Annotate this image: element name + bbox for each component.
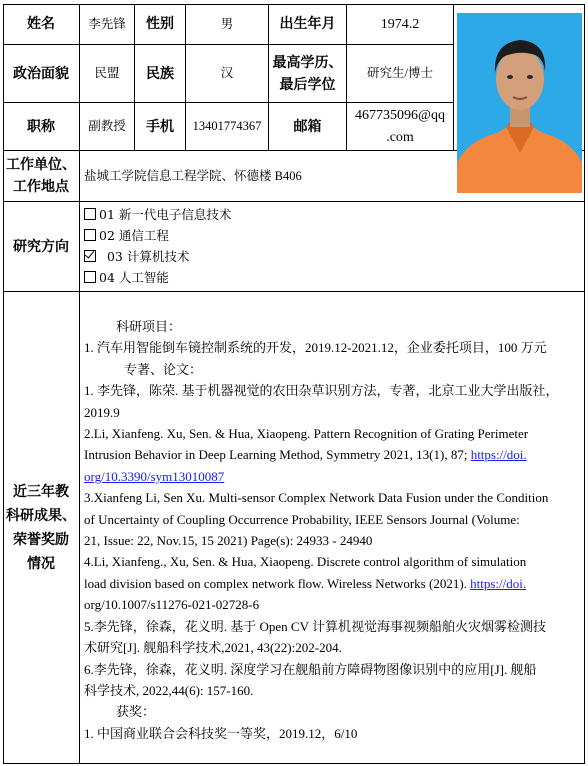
profile-form — [3, 4, 585, 764]
award-line: 1. 中国商业联合会科技奖一等奖，2019.12，6/10 — [84, 725, 358, 741]
achievements-label-line-3: 荣誉奖励 — [13, 531, 69, 548]
checkbox-icon — [84, 208, 96, 220]
achievements-label-line-4: 情况 — [27, 555, 55, 572]
political-value: 民盟 — [94, 66, 120, 80]
pub-line — [84, 573, 588, 594]
rule — [453, 4, 454, 150]
work-label — [3, 151, 79, 201]
checkbox-checked-icon — [84, 250, 96, 262]
email-value-line-1: 467735096@qq — [355, 107, 445, 123]
political-label: 政治面貌 — [13, 65, 69, 82]
rule — [3, 201, 585, 202]
pub-line: 1. 李先锋，陈荣. 基于机器视觉的农田杂草识别方法，专著，北京工业大学出版社， — [84, 383, 559, 399]
achievements-label-line-2: 科研成果、 — [6, 507, 76, 524]
degree-label-line-1: 最高学历、 — [272, 54, 343, 71]
rule — [3, 291, 585, 292]
pub-line: of Uncertainty of Coupling Occurrence Probability, IEEE Sensors Journal (Volume: — [84, 511, 520, 527]
achievements-label — [3, 292, 79, 763]
awards-heading: 获奖： — [116, 704, 156, 720]
degree-value: 研究生/博士 — [367, 66, 433, 80]
pub-line: 3.Xianfeng Li, Sen Xu. Multi-sensor Complex Network Data Fusion under the Condition — [84, 490, 549, 506]
birth-label: 出生年月 — [279, 16, 336, 32]
doi-link[interactable]: org/10.3390/sym13010087 — [84, 468, 225, 484]
work-label-line-2: 工作地点 — [13, 179, 69, 195]
research-label: 研究方向 — [13, 238, 69, 255]
pub-line: org/10.1007/s11276-021-02728-6 — [84, 597, 260, 613]
pub-text: load division based on complex network flow. Wireless Networks (2021). — [84, 575, 471, 591]
ethnic-label: 民族 — [146, 65, 174, 82]
title-label: 职称 — [27, 118, 55, 135]
gender-label: 性别 — [146, 16, 174, 32]
pub-line: 2.Li, Xianfeng. Xu, Sen. & Hua, Xiaopeng. Pattern Recognition of Grating Perimeter — [84, 426, 529, 442]
projects-heading: 科研项目： — [116, 319, 182, 334]
doi-link[interactable]: https://doi. — [470, 447, 527, 463]
pub-text: Intrusion Behavior in Deep Learning Method, Symmetry 2021, 13(1), 87; — [84, 447, 471, 463]
pub-line: 5.李先锋，徐森，花义明. 基于 Open CV 计算机视觉海事视频船舶火灾烟雾检测技 — [84, 618, 546, 634]
research-item-1-text: 01 新一代电子信息技术 — [99, 207, 232, 222]
pub-line: 科学技术, 2022,44(6): 157-160. — [84, 682, 254, 698]
checkbox-icon — [84, 229, 96, 241]
pub-line — [84, 466, 588, 487]
work-label-line-1: 工作单位、 — [6, 157, 76, 173]
research-item-2-text: 02 通信工程 — [99, 228, 169, 243]
degree-label — [269, 45, 346, 102]
rule — [3, 763, 585, 764]
ethnic-value: 汉 — [220, 66, 234, 80]
achievements-label-line-1: 近三年教 — [13, 483, 69, 500]
birth-value: 1974.2 — [380, 16, 420, 32]
title-value: 副教授 — [88, 119, 126, 133]
research-item-3-text: 03 计算机技术 — [106, 249, 190, 264]
research-item-3 — [84, 247, 189, 267]
achievements-content — [84, 316, 588, 744]
research-item-4-text: 04 人工智能 — [99, 270, 169, 285]
doi-link[interactable]: https://doi. — [470, 575, 527, 591]
pub-line: 4.Li, Xianfeng., Xu, Sen. & Hua, Xiaopeng. Discrete control algorithm of simulation — [84, 554, 527, 570]
project-line: 1. 汽车用智能倒车镜控制系统的开发，2019.12-2021.12，企业委托项目，100 万元 — [84, 340, 547, 356]
checkbox-icon — [84, 271, 96, 283]
pub-line — [84, 444, 588, 465]
degree-label-line-2: 最后学位 — [279, 76, 336, 93]
pub-line: 术研究[J]. 舰船科学技术,2021, 43(22):202-204. — [84, 640, 342, 656]
email-value-line-2: .com — [386, 129, 414, 145]
email-label: 邮箱 — [293, 118, 322, 135]
name-label: 姓名 — [27, 16, 55, 32]
gender-value: 男 — [220, 16, 234, 31]
pub-line: 21, Issue: 22, Nov.15, 15 2021) Page(s): 24933 - 24940 — [84, 533, 373, 549]
pub-line: 6.李先锋，徐森，花义明. 深度学习在舰船前方障碍物图像识别中的应用[J]. 舰船 — [84, 661, 537, 677]
phone-label: 手机 — [146, 118, 174, 135]
phone-value: 13401774367 — [192, 119, 262, 133]
pubs-heading: 专著、论文： — [124, 361, 203, 377]
pub-line: 2019.9 — [84, 404, 120, 420]
name-value: 李先锋 — [88, 16, 126, 31]
research-item-4 — [84, 268, 169, 288]
research-item-2 — [84, 226, 169, 246]
email-value — [347, 103, 453, 150]
work-value: 盐城工学院信息工程学院、怀德楼 B406 — [84, 168, 302, 183]
research-item-1 — [84, 205, 231, 225]
